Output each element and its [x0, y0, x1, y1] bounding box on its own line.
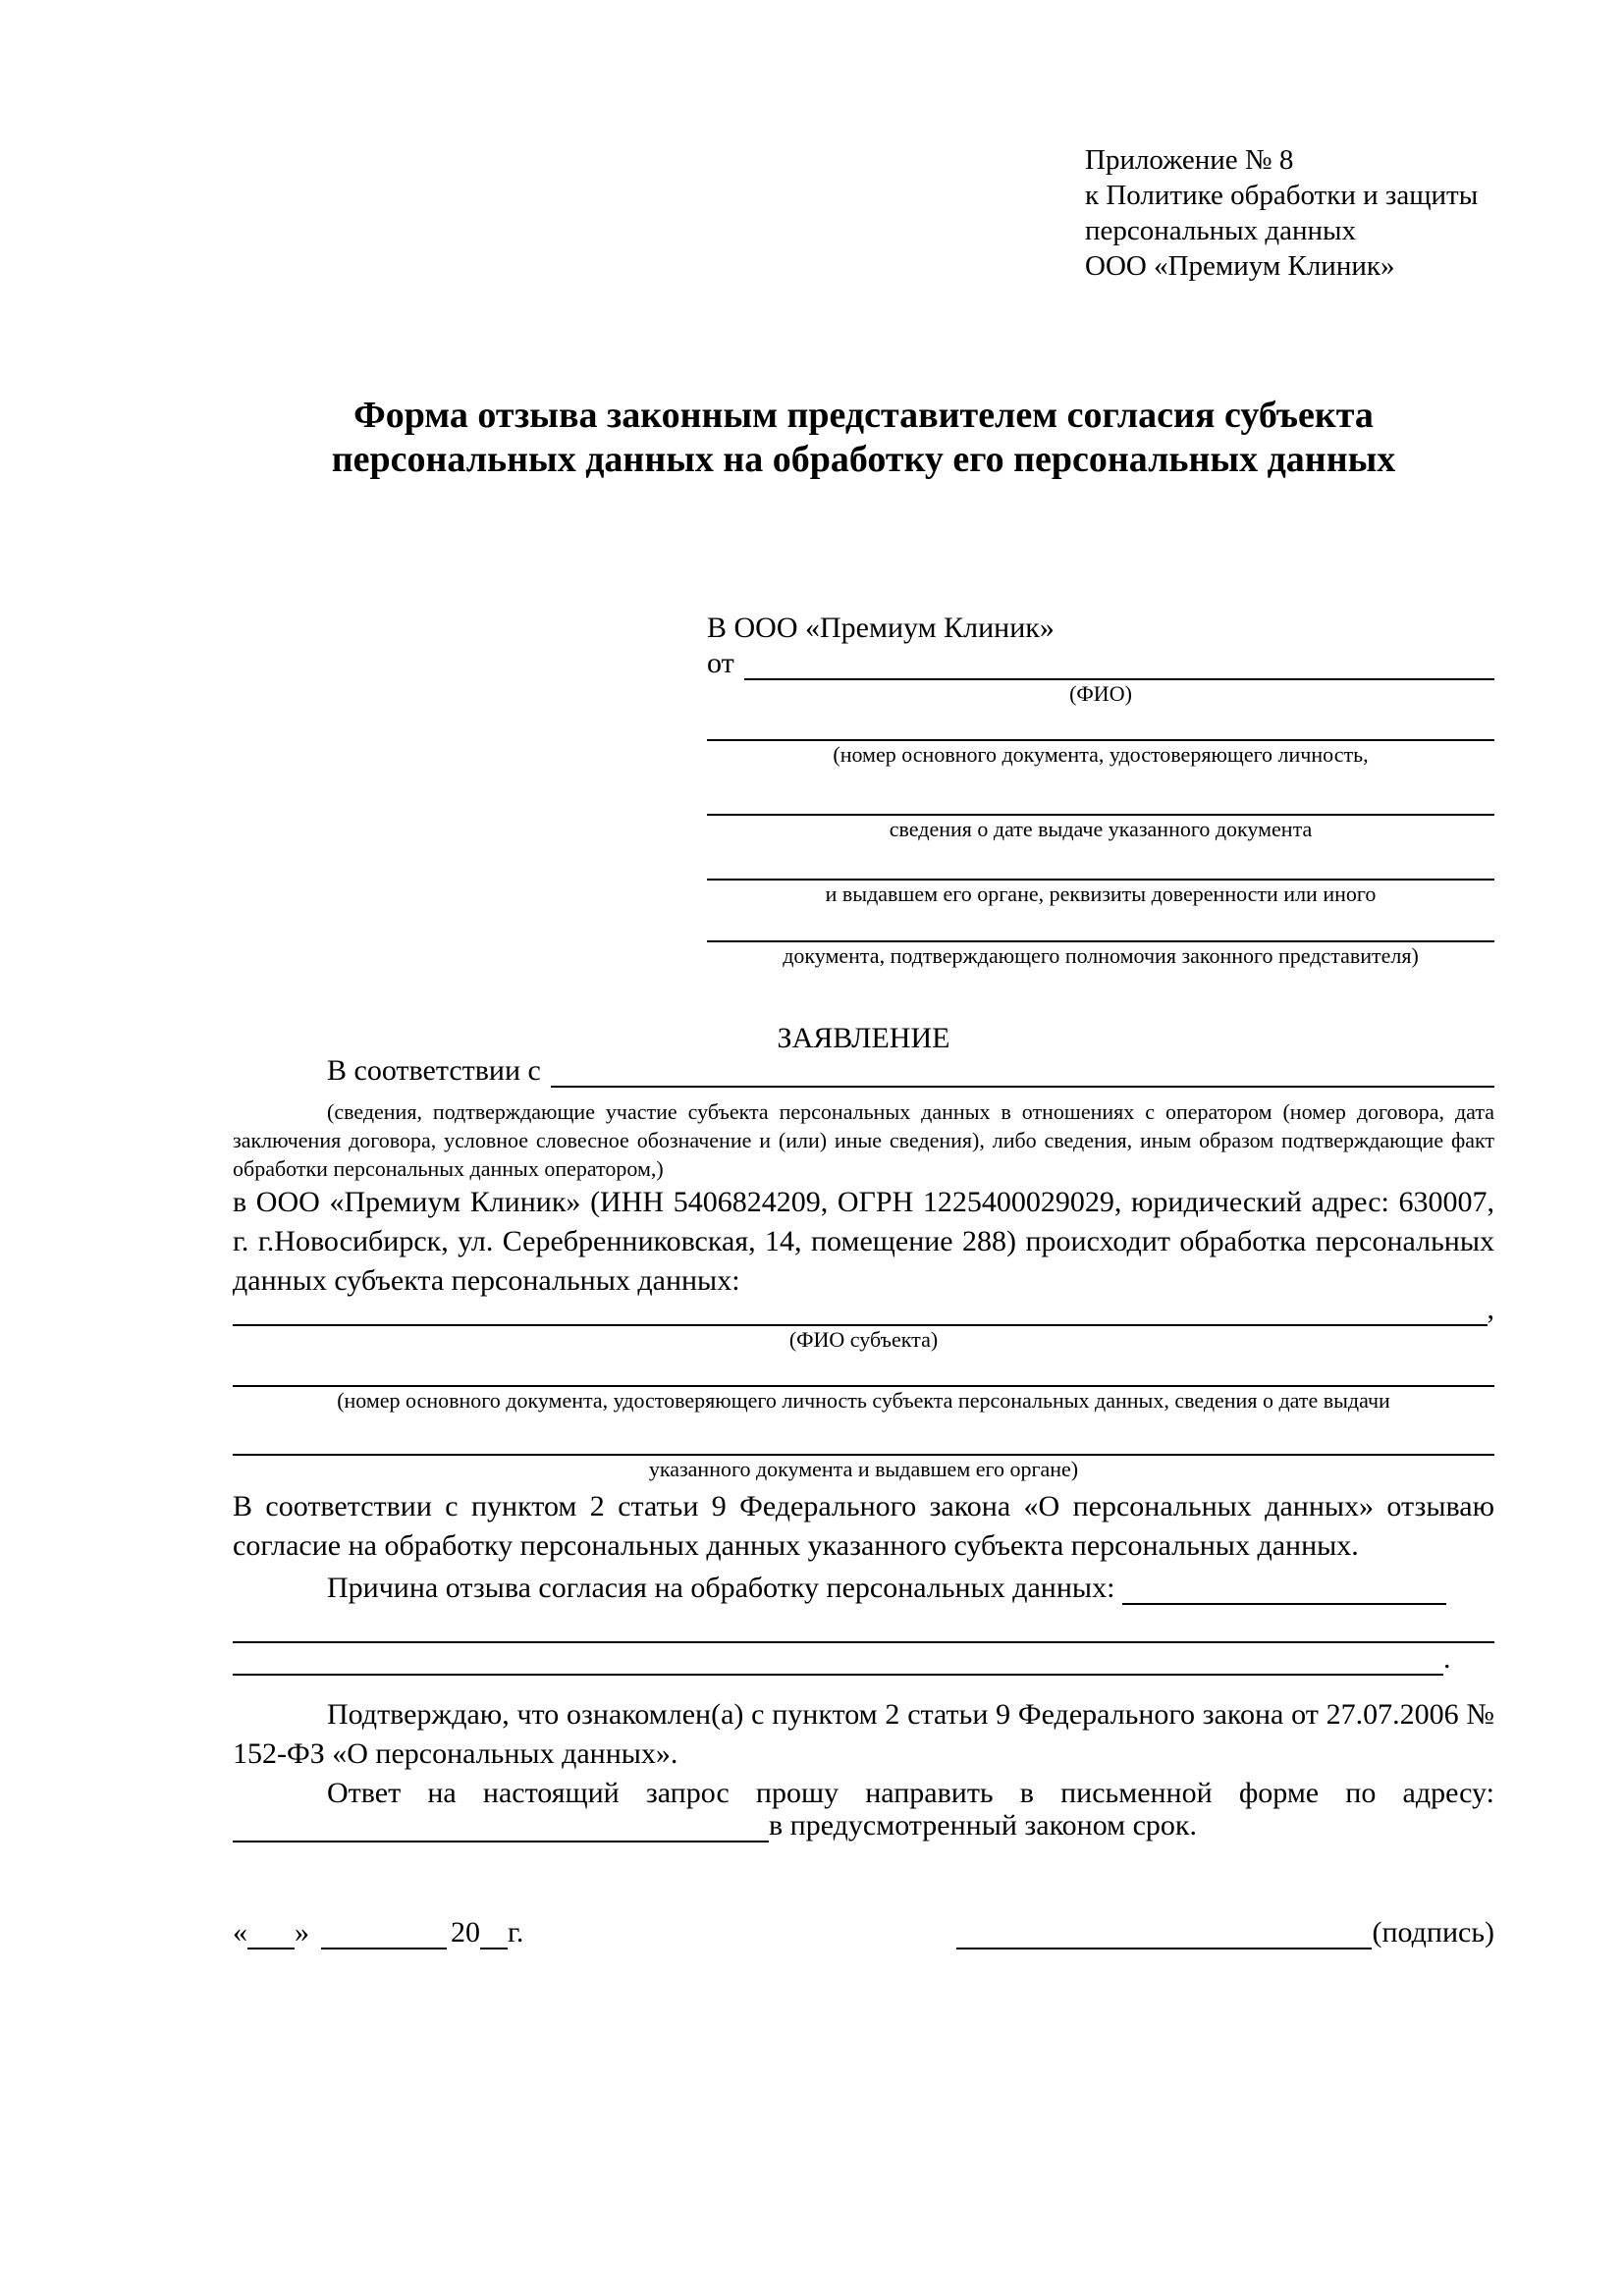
doc-power-blank-line	[707, 916, 1494, 942]
fine-print-note: (сведения, подтверждающие участие субъекта персональных данных в отношениях с оператором (номер договора, дата заключения договора, условное словесное обозначение и (или) иные сведения), либо сведения, иным образом подтверждающие факт обработки персональных данных оператором,)	[233, 1099, 1494, 1181]
document-title-line-1: Форма отзыва законным представителем согласия субъекта	[353, 395, 1374, 436]
reply-address-blank-line	[233, 1811, 769, 1842]
opening-label: В соответствии с	[327, 1054, 541, 1087]
reply-paragraph: Ответ на настоящий запрос прошу направить в письменной форме по адресу:	[327, 1777, 1494, 1809]
doc-issue-date-blank-line	[707, 786, 1494, 816]
subject-fio-comma: ,	[1487, 1293, 1494, 1325]
doc-authority-blank-line	[707, 853, 1494, 881]
signature-blank-line	[956, 1914, 1372, 1949]
date-day-blank-line	[247, 1914, 295, 1949]
reason-blank-line	[1122, 1603, 1446, 1605]
subject-fio-row	[233, 1293, 1494, 1326]
addressee-organization: В ООО «Премиум Клиник»	[707, 612, 1055, 644]
withdrawal-paragraph: В соответствии с пунктом 2 статьи 9 Федерального закона «О персональных данных» отзываю согласие на обработку персональных данных указанного субъекта персональных данных.	[233, 1490, 1494, 1562]
from-row	[707, 647, 1494, 680]
reason-continuation-blank-line-2	[233, 1648, 1443, 1676]
statement-heading: ЗАЯВЛЕНИЕ	[777, 1022, 950, 1054]
date-month-blank-line	[321, 1914, 447, 1949]
from-label: от	[707, 647, 734, 679]
signature-field	[956, 1916, 1494, 1949]
date-year-suffix: г.	[508, 1916, 524, 1949]
date-quote-close: »	[295, 1916, 309, 1949]
reply-address-row	[233, 1809, 1494, 1842]
doc-power-caption: документа, подтверждающего полномочия законного представителя)	[783, 943, 1419, 968]
doc-number-caption: (номер основного документа, удостоверяющего личность,	[833, 742, 1369, 767]
fio-caption: (ФИО)	[1069, 681, 1132, 706]
appendix-policy-line-2: персональных данных	[1085, 215, 1357, 246]
reason-row	[233, 1566, 1494, 1605]
appendix-number: Приложение № 8	[1085, 144, 1294, 176]
subject-doc-blank-line-2	[233, 1428, 1494, 1456]
appendix-policy-line: к Политике обработки и защиты	[1085, 180, 1479, 211]
document-title-line-2: персональных данных на обработку его персональных данных	[331, 439, 1396, 480]
appendix-org-name: ООО «Премиум Клиник»	[1085, 250, 1395, 282]
date-field	[233, 1916, 523, 1949]
reason-label: Причина отзыва согласия на обработку персональных данных:	[327, 1572, 1115, 1604]
doc-authority-caption: и выдавшем его органе, реквизиты доверенности или иного	[825, 881, 1377, 906]
doc-number-blank-line	[707, 714, 1494, 741]
date-quote-open: «	[233, 1916, 247, 1949]
signature-caption: (подпись)	[1372, 1916, 1494, 1949]
reason-continuation-blank-line	[233, 1616, 1494, 1643]
doc-issue-date-caption: сведения о дате выдаче указанного документа	[889, 817, 1313, 841]
trailing-period: .	[1443, 1642, 1451, 1675]
reply-tail: в предусмотренный законом срок.	[769, 1809, 1197, 1842]
date-year-prefix: 20	[451, 1916, 480, 1949]
signature-row	[233, 1916, 1494, 1949]
reason-continuation-row-2	[233, 1642, 1494, 1676]
subject-doc-blank-line	[233, 1360, 1494, 1387]
opening-blank-line	[551, 1086, 1494, 1088]
subject-doc-caption: (номер основного документа, удостоверяющего личность субъекта персональных данных, сведения о дате выдачи	[337, 1388, 1390, 1413]
operator-paragraph: в ООО «Премиум Клиник» (ИНН 5406824209, ОГРН 1225400029029, юридический адрес: 630007, г. г.Новосибирск, ул. Серебренниковская, 14, помещение 288) происходит обработка персональных данных субъекта персональных данных:	[233, 1186, 1494, 1297]
opening-row	[233, 1054, 1494, 1088]
date-year-blank-line	[480, 1914, 508, 1949]
addressee-block	[707, 610, 1494, 970]
appendix-header	[1085, 142, 1494, 284]
document-title	[233, 394, 1494, 482]
confirm-paragraph: Подтверждаю, что ознакомлен(а) с пунктом 2 статьи 9 Федерального закона от 27.07.2006 № 152-ФЗ «О персональных данных».	[233, 1698, 1494, 1770]
subject-fio-caption: (ФИО субъекта)	[788, 1327, 939, 1352]
subject-doc-caption-2: указанного документа и выдавшем его органе)	[648, 1457, 1079, 1481]
